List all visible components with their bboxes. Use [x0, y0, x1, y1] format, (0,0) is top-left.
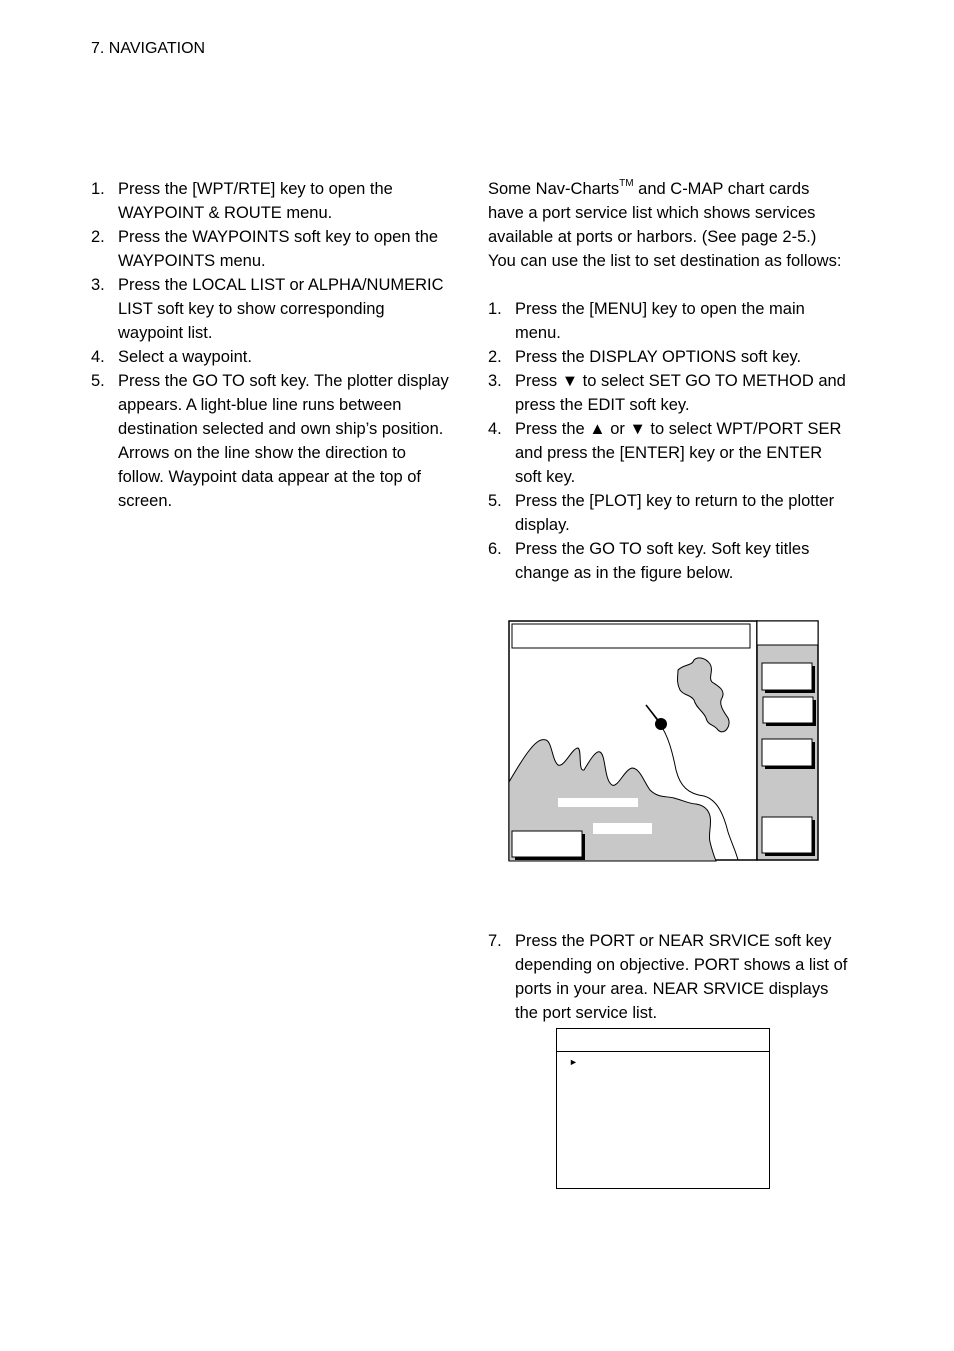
soft-key-4 [762, 817, 812, 853]
soft-key-1 [762, 663, 812, 690]
step-item: 7. Press the PORT or NEAR SRVICE soft key depending on objective. PORT shows a list of ports in your area. NEAR SRVICE displays the port service list. [488, 932, 848, 1022]
right-step-list [488, 297, 848, 585]
step-item: 5. Press the GO TO soft key. The plotter display appears. A light-blue line runs between destination selected and own ship’s position. Arrows on the line show the direction to follow. Waypoint data appear at the top of screen. [91, 372, 449, 510]
plotter-display-figure [508, 620, 820, 862]
step-item: 2. Press the DISPLAY OPTIONS soft key. [488, 348, 802, 366]
step-item-7 [488, 929, 848, 1025]
status-box [512, 831, 582, 857]
step-item: 4. Press the ▲ or ▼ to select WPT/PORT SER and press the [ENTER] key or the ENTER soft key. [488, 420, 842, 486]
soft-key-3 [762, 739, 812, 766]
port-list-header [557, 1029, 769, 1052]
section-header: 7. NAVIGATION [91, 40, 206, 57]
waypoint-data-box [512, 624, 750, 648]
intro-paragraph: Some Nav-Charts™ and C-MAP chart cards have a port service list which shows services available at ports or harbors. (See page 2-5.) You can use the list to set destination as follows: [488, 178, 842, 270]
step-item: 3. Press the LOCAL LIST or ALPHA/NUMERIC LIST soft key to show corresponding waypoint list. [91, 276, 444, 342]
port-list-figure [556, 1028, 770, 1189]
cursor-arrow-icon: ► [569, 1057, 578, 1067]
soft-key-2 [763, 697, 813, 723]
step-item: 5. Press the [PLOT] key to return to the plotter display. [488, 492, 835, 534]
step-item: 1. Press the [WPT/RTE] key to open the WAYPOINT & ROUTE menu. [91, 180, 393, 222]
right-column [488, 177, 848, 585]
step-item: 6. Press the GO TO soft key. Soft key titles change as in the figure below. [488, 540, 810, 582]
left-column [91, 177, 451, 513]
left-step-list [91, 177, 451, 513]
trademark-superscript: TM [619, 178, 634, 189]
step-item: 2. Press the WAYPOINTS soft key to open the WAYPOINTS menu. [91, 228, 439, 270]
step-item: 3. Press ▼ to select SET GO TO METHOD and press the EDIT soft key. [488, 372, 846, 414]
own-ship-marker-icon [655, 718, 667, 730]
step-item: 4. Select a waypoint. [91, 348, 252, 366]
soft-key-title-box [757, 621, 818, 645]
step-item: 1. Press the [MENU] key to open the main menu. [488, 300, 805, 342]
